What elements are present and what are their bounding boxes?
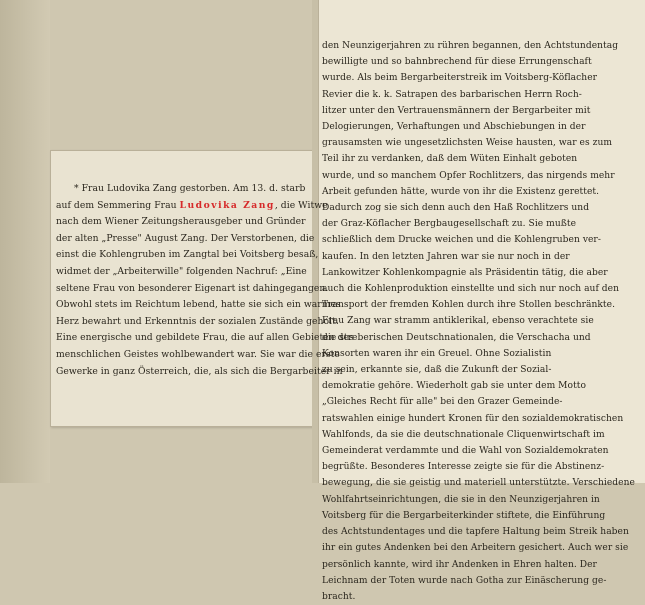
text-line: den Neunzigerjahren zu rühren begannen, den Achtstundentag (322, 41, 619, 51)
text-segment: seltene Frau von besonderer Eigenart ist dahingegangen. (56, 282, 329, 294)
text-line: des Achtstundentages und die tapfere Haltung beim Streik haben (322, 527, 629, 538)
text-segment: Herz bewahrt und Erkenntnis der sozialen Zustände geholt. (56, 315, 339, 327)
text-line: Arbeit gefunden hätte, wurde von ihr die Existenz gerettet. (322, 186, 600, 197)
text-line: Wohlfahrtseinrichtungen, die sie in den Neunzigerjahren in (322, 494, 600, 505)
text-line: Gemeinderat verdammte und die Wahl von Sozialdemokraten (322, 446, 609, 457)
text-line: ihr ein gutes Andenken bei den Arbeitern gesichert. Auch wer sie (322, 543, 629, 554)
text-line: Lankowitzer Kohlenkompagnie als Präsidentin tätig, die aber (322, 267, 608, 278)
article-left-column (56, 181, 354, 380)
text-segment: nach dem Wiener Zeitungsherausgeber und Gründer (56, 216, 306, 228)
text-line: litzer unter den Vertrauensmännern der Bergarbeiter mit (322, 105, 591, 116)
text-line (56, 214, 308, 231)
text-segment: auf dem Semmering Frau (56, 199, 180, 211)
text-line: bewegung, die sie geistig und materiell unterstützte. Verschiedene (322, 478, 635, 489)
text-line: grausamsten wie ungesetzlichsten Weise hausten, war es zum (322, 138, 613, 149)
text-segment: Gewerke in ganz Österreich, die, als sich die Bergarbeiter in (56, 365, 343, 377)
text-line: demokratie gehöre. Wiederholt gab sie unter dem Motto (322, 381, 586, 392)
text-segment: der alten „Presse" August Zang. Der Verstorbenen, die (56, 232, 315, 244)
text-line (56, 281, 329, 298)
text-segment: Eine energische und gebildete Frau, die auf allen Gebieten des (56, 332, 354, 344)
text-line: kaufen. In den letzten Jahren war sie nur noch in der (322, 251, 570, 262)
text-line: wurde. Als beim Bergarbeiterstreik im Voitsberg-Köflacher (322, 73, 598, 84)
text-line: Wahlfonds, da sie die deutschnationale Cliquenwirtschaft im (322, 429, 605, 440)
text-line (56, 198, 328, 215)
text-line: bracht. (322, 591, 356, 602)
text-line (56, 297, 341, 314)
text-line: Delogierungen, Verhaftungen und Abschiebungen in der (322, 122, 586, 133)
text-line (56, 181, 308, 198)
text-line: zu sein, erkannte sie, daß die Zukunft der Sozial- (322, 365, 552, 376)
text-line: Frau Zang war stramm antiklerikal, ebenso verachtete sie (322, 316, 594, 327)
text-line: Voitsberg für die Bergarbeiterkinder stiftete, die Einführung (322, 510, 606, 521)
text-line: Revier die k. k. Satrapen des barbarischen Herrn Roch- (322, 89, 582, 100)
text-line: Dadurch zog sie sich denn auch den Haß Rochlitzers und (322, 203, 590, 214)
text-segment: einst die Kohlengruben im Zangtal bei Voitsberg besaß, (56, 249, 319, 261)
text-line: Transport der fremden Kohlen durch ihre Stollen beschränkte. (322, 300, 616, 311)
text-line: ratswahlen einige hundert Kronen für den sozialdemokratischen (322, 413, 624, 424)
text-line: wurde, und so manchem Opfer Rochlitzers, das nirgends mehr (322, 170, 615, 181)
text-line: auch die Kohlenproduktion einstellte und sich nur noch auf den (322, 284, 620, 295)
text-line: persönlich kannte, wird ihr Andenken in Ehren halten. Der (322, 559, 597, 570)
text-segment: menschlichen Geistes wohlbewandert war. Sie war die erste (56, 348, 340, 360)
text-line (56, 231, 315, 248)
text-line (56, 314, 339, 331)
text-line (56, 330, 354, 347)
text-segment: Obwohl stets im Reichtum lebend, hatte sie sich ein warmes (56, 299, 341, 311)
text-line (56, 364, 343, 381)
page-margin-left (0, 0, 50, 483)
text-line (56, 264, 308, 281)
highlighted-name: Ludovika Zang (179, 199, 275, 211)
text-line: der Graz-Köflacher Bergbaugesellschaft zu. Sie mußte (322, 219, 577, 230)
text-line: Konsorten waren ihr ein Greuel. Ohne Sozialistin (322, 348, 552, 359)
text-line: Teil ihr zu verdanken, daß dem Wüten Einhalt geboten (322, 154, 578, 165)
text-line: bewilligte und so bahnbrechend für diese Errungenschaft (322, 57, 592, 68)
text-line: Leichnam der Toten wurde nach Gotha zur Einäscherung ge- (322, 575, 607, 586)
text-segment: widmet der „Arbeiterwille" folgenden Nachruf: „Eine (56, 265, 307, 277)
text-line: begrüßte. Besonderes Interesse zeigte sie für die Abstinenz- (322, 462, 605, 473)
text-line (56, 247, 319, 264)
text-line: schließlich dem Drucke weichen und die Kohlengruben ver- (322, 235, 601, 246)
text-segment: * Frau Ludovika Zang gestorben. Am 13. d. starb (74, 183, 306, 194)
article-right-column (322, 38, 635, 605)
text-line: die streberischen Deutschnationalen, die Verschacha und (322, 332, 591, 343)
text-line: „Gleiches Recht für alle" bei den Grazer Gemeinde- (322, 397, 563, 408)
text-segment: , die Witwe (274, 199, 328, 211)
text-line (56, 347, 340, 364)
